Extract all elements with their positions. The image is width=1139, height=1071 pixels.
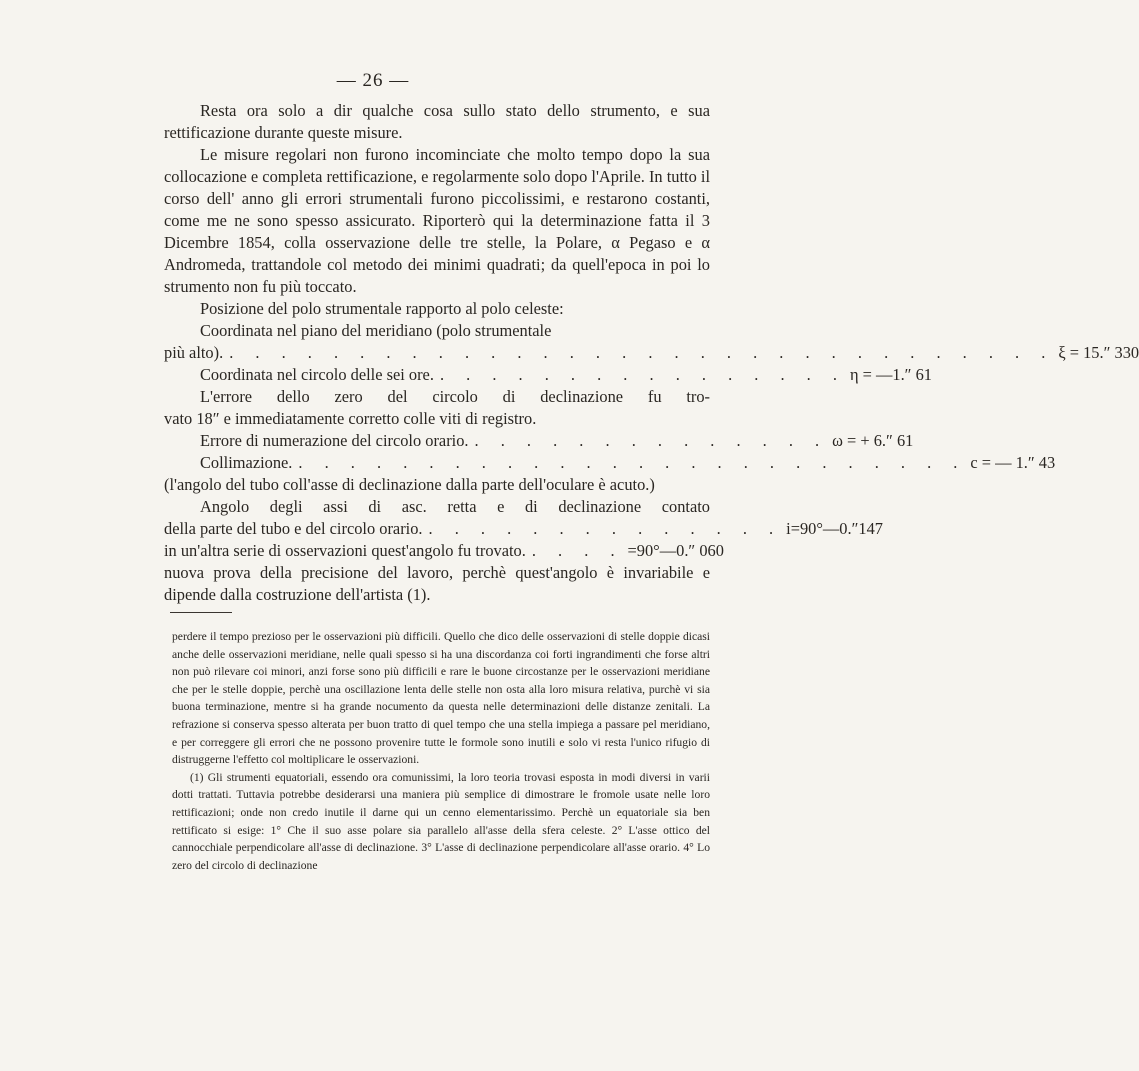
paragraph-intro: Resta ora solo a dir qualche cosa sullo stato dello strumento, e sua rettificazione durante queste misure. bbox=[164, 101, 710, 142]
coord-meridian-label-cont: più alto). bbox=[164, 343, 224, 362]
footnotes bbox=[172, 628, 710, 874]
zero-error-label: L'errore dello zero del circolo di declinazione fu tro- bbox=[200, 387, 710, 406]
axes-angle-other-label: in un'altra serie di osservazioni quest'angolo fu trovato. bbox=[164, 541, 526, 560]
angle-note: (l'angolo del tubo coll'asse di declinazione dalla parte dell'oculare è acuto.) bbox=[164, 475, 655, 494]
coord-six-hours-row bbox=[164, 364, 932, 386]
axes-angle-other-row bbox=[164, 540, 724, 562]
collimation-label: Collimazione. bbox=[200, 453, 293, 472]
coord-six-hours-label: Coordinata nel circolo delle sei ore. bbox=[200, 365, 434, 384]
main-text bbox=[164, 100, 1139, 606]
footnote-1: (1) Gli strumenti equatoriali, essendo ora comunissimi, la loro teoria trovasi esposta in modi diversi in varii dotti trattati. Tuttavia potrebbe desiderarsi una maniera più semplice di dimostrare le fromole usate nelle loro rettificazioni; onde non credo inutile il darne qui un cenno elementarissimo. Perchè un equatoriale sia ben rettificato si esige: 1° Che il suo asse polare sia parallelo all'asse della sfera celeste. 2° L'asse ottico del cannocchiale perpendicolare all'asse di declinazione. 3° L'asse di declinazione perpendicolare all'asse orario. 4° Lo zero del circolo di declinazione bbox=[172, 770, 710, 872]
coord-meridian-value: ξ = 15.″ 330 bbox=[1058, 343, 1139, 362]
paragraph-measures: Le misure regolari non furono incominciate che molto tempo dopo la sua collocazione e completa rettificazione, e regolarmente solo dopo l'Aprile. In tutto il corso dell' anno gli errori strumentali furono piccolissimi, e restarono costanti, come me ne sono spesso assicurato. Riporterò qui la determinazione fatta il 3 Dicembre 1854, colla osservazione delle tre stelle, la Polare, α Pegaso e α Andromeda, trattandole col metodo dei minimi quadrati; da quell'epoca in poi lo strumento non fu più toccato. bbox=[164, 145, 710, 296]
axes-angle-row bbox=[164, 518, 883, 540]
numeration-error-row bbox=[164, 430, 914, 452]
coord-meridian-row bbox=[164, 342, 1139, 364]
zero-error-label-cont: vato 18″ e immediatamente corretto colle viti di registro. bbox=[164, 409, 537, 428]
paragraph-conclusion: nuova prova della precisione del lavoro, perchè quest'angolo è invariabile e dipende dalla costruzione dell'artista (1). bbox=[164, 563, 710, 604]
leader-dots: . . . . . . . . . . . . . . . . . . . . . . . . . . . . . . . . bbox=[229, 343, 1055, 362]
collimation-value: c = — 1.″ 43 bbox=[970, 453, 1056, 472]
numeration-error-value: ω = + 6.″ 61 bbox=[832, 431, 914, 450]
footnote-rule bbox=[170, 612, 232, 613]
leader-dots: . . . . bbox=[531, 541, 624, 560]
page-number: — 26 — bbox=[336, 70, 410, 91]
axes-angle-label: Angolo degli assi di asc. retta e di declinazione contato bbox=[200, 497, 710, 516]
leader-dots: . . . . . . . . . . . . . . bbox=[428, 519, 783, 538]
leader-dots: . . . . . . . . . . . . . . bbox=[474, 431, 829, 450]
coord-six-hours-value: η = —1.″ 61 bbox=[849, 365, 932, 384]
leader-dots: . . . . . . . . . . . . . . . . bbox=[439, 365, 846, 384]
axes-angle-value: i=90°—0.″147 bbox=[786, 519, 883, 538]
leader-dots: . . . . . . . . . . . . . . . . . . . . . . . . . . bbox=[298, 453, 967, 472]
footnote-continuation: perdere il tempo prezioso per le osservazioni più difficili. Quello che dico delle osservazioni di stelle doppie dicasi anche delle osservazioni meridiane, nelle quali spesso si ha una discordanza coi forti ingrandimenti che forse altri non può rilevare coi minori, anzi forse sono più difficili e rare le buone circostanze per le osservazioni meridiane che per le stelle doppie, perchè una oscillazione lenta delle stelle non osta alla loro misura relativa, purchè vi sia buona terminazione, mentre si ha grande nocumento da questa nelle determinazioni delle distanze zenitali. La refrazione si conserva spesso alterata per buon tratto di quel tempo che una stella impiega a passare pel meridiano, e per correggere gli errori che ne possono provenire tutte le formole sono inutili e solo vi resta l'unico rifugio di distruggerne l'effetto col moltiplicare le osservazioni. bbox=[172, 630, 710, 767]
axes-angle-other-value: =90°—0.″ 060 bbox=[627, 541, 724, 560]
paragraph-pole-position: Posizione del polo strumentale rapporto al polo celeste: bbox=[200, 299, 564, 318]
coord-meridian-label: Coordinata nel piano del meridiano (polo strumentale bbox=[200, 321, 552, 340]
collimation-row bbox=[164, 452, 1056, 474]
numeration-error-label: Errore di numerazione del circolo orario. bbox=[200, 431, 469, 450]
axes-angle-label-cont: della parte del tubo e del circolo orario. bbox=[164, 519, 423, 538]
